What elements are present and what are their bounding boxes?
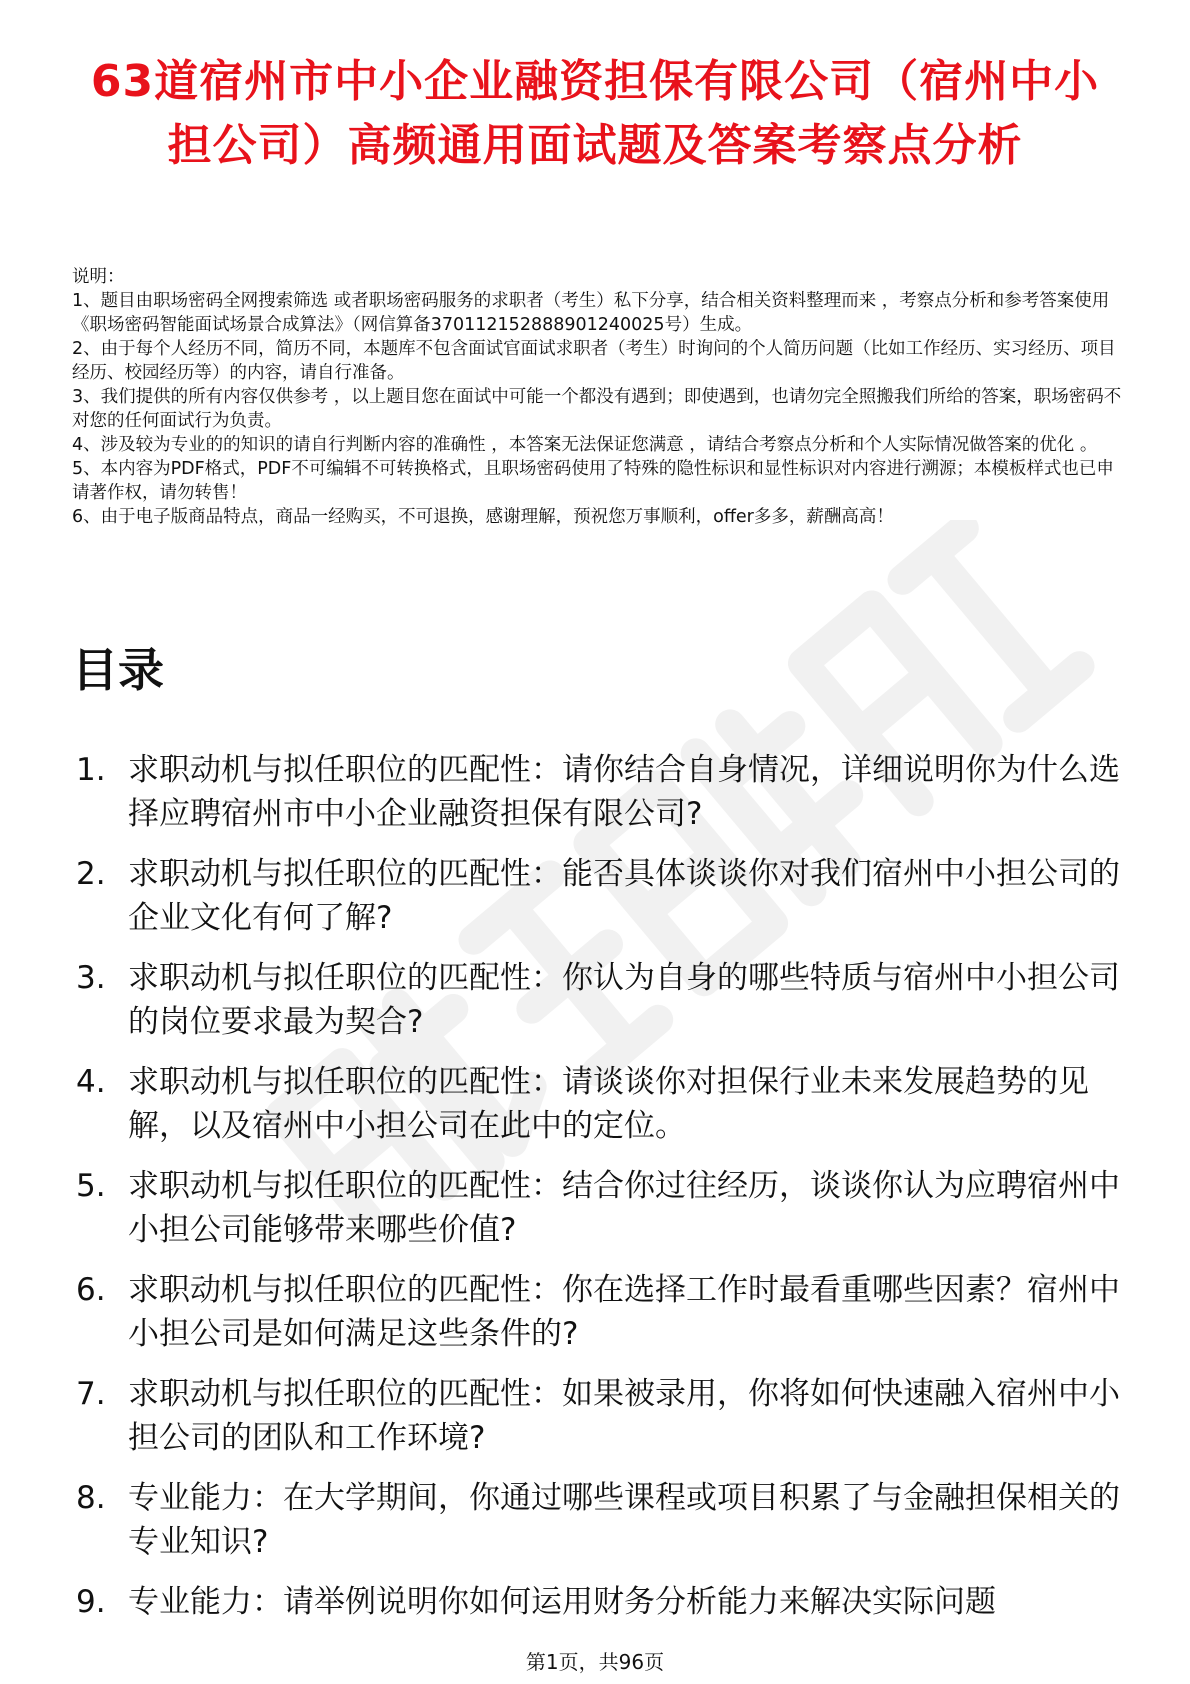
toc-item[interactable]: [72, 1476, 1132, 1564]
notes-heading: 说明：: [72, 267, 125, 287]
toc-item[interactable]: [72, 1580, 1132, 1624]
toc-item-number: 8.: [76, 1480, 106, 1516]
toc-item-number: 1.: [76, 752, 106, 788]
toc-item-text: 求职动机与拟任职位的匹配性：如果被录用，你将如何快速融入宿州中小担公司的团队和工作环境?: [128, 1376, 1120, 1456]
toc-item-number: 2.: [76, 856, 106, 892]
toc-item-text: 专业能力：在大学期间，你通过哪些课程或项目积累了与金融担保相关的专业知识?: [128, 1480, 1120, 1560]
toc-item-text: 专业能力：请举例说明你如何运用财务分析能力来解决实际问题: [128, 1584, 996, 1620]
toc-item-text: 求职动机与拟任职位的匹配性：能否具体谈谈你对我们宿州中小担公司的企业文化有何了解?: [128, 856, 1120, 936]
toc-item-number: 4.: [76, 1064, 106, 1100]
note-item: 4、涉及较为专业的的知识的请自行判断内容的准确性 ，本答案无法保证您满意 ，请结合考察点分析和个人实际情况做答案的优化 。: [72, 435, 1098, 455]
toc-item[interactable]: [72, 1372, 1132, 1460]
toc-item-number: 5.: [76, 1168, 106, 1204]
toc-item-number: 6.: [76, 1272, 106, 1308]
toc-heading: 目录: [72, 643, 164, 697]
note-item: 3、我们提供的所有内容仅供参考 ，以上题目您在面试中可能一个都没有遇到；即使遇到，也请勿完全照搬我们所给的答案，职场密码不对您的任何面试行为负责。: [72, 387, 1122, 431]
toc-item-text: 求职动机与拟任职位的匹配性：请谈谈你对担保行业未来发展趋势的见解，以及宿州中小担公司在此中的定位。: [128, 1064, 1089, 1144]
toc-item[interactable]: [72, 852, 1132, 940]
toc-item[interactable]: [72, 1268, 1132, 1356]
toc-item-number: 7.: [76, 1376, 106, 1412]
page-footer: 第1页，共96页: [525, 1650, 665, 1674]
toc-item-number: 3.: [76, 960, 106, 996]
note-item: 1、题目由职场密码全网搜索筛选 或者职场密码服务的求职者（考生）私下分享，结合相关资料整理而来 ，考察点分析和参考答案使用《职场密码智能面试场景合成算法》（网信算备370112152888901240025号）生成。: [72, 291, 1110, 335]
note-item: 5、本内容为PDF格式，PDF不可编辑不可转换格式，且职场密码使用了特殊的隐性标识和显性标识对内容进行溯源；本模板样式也已申请著作权，请勿转售！: [72, 459, 1114, 503]
note-item: 2、由于每个人经历不同，简历不同，本题库不包含面试官面试求职者（考生）时询问的个人简历问题（比如工作经历、实习经历、项目经历、校园经历等）的内容，请自行准备。: [72, 339, 1116, 383]
toc-item[interactable]: [72, 956, 1132, 1044]
toc-item[interactable]: [72, 1060, 1132, 1148]
document-title: 63道宿州市中小企业融资担保有限公司（宿州中小担公司）高频通用面试题及答案考察点分析: [90, 56, 1100, 171]
notes-section: [72, 265, 1122, 529]
toc-item[interactable]: [72, 1164, 1132, 1252]
toc-item-number: 9.: [76, 1584, 106, 1620]
toc-item-text: 求职动机与拟任职位的匹配性：你认为自身的哪些特质与宿州中小担公司的岗位要求最为契合?: [128, 960, 1120, 1040]
table-of-contents: [72, 748, 1132, 1640]
toc-item-text: 求职动机与拟任职位的匹配性：你在选择工作时最看重哪些因素？宿州中小担公司是如何满足这些条件的?: [128, 1272, 1120, 1352]
toc-item[interactable]: [72, 748, 1132, 836]
toc-item-text: 求职动机与拟任职位的匹配性：结合你过往经历，谈谈你认为应聘宿州中小担公司能够带来哪些价值?: [128, 1168, 1120, 1248]
note-item: 6、由于电子版商品特点，商品一经购买，不可退换，感谢理解，预祝您万事顺利，offer多多，薪酬高高！: [72, 507, 894, 527]
toc-item-text: 求职动机与拟任职位的匹配性：请你结合自身情况，详细说明你为什么选择应聘宿州市中小企业融资担保有限公司?: [128, 752, 1120, 832]
